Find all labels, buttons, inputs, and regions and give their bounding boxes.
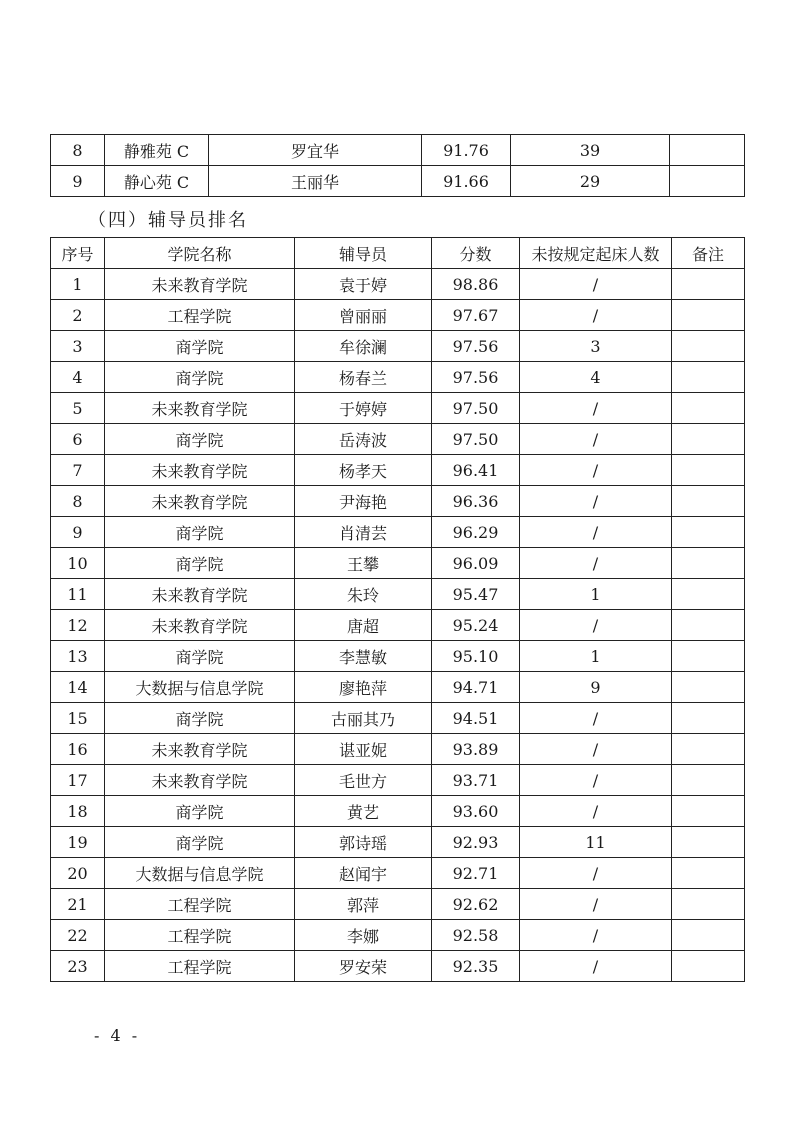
cell-index: 8 <box>51 135 105 166</box>
cell-note <box>672 889 745 920</box>
dormitory-ranking-table-continued <box>50 134 745 197</box>
cell-late-count: / <box>520 517 672 548</box>
table-row <box>51 703 745 734</box>
table-row <box>51 579 745 610</box>
cell-counselor: 罗安荣 <box>295 951 432 982</box>
cell-index: 2 <box>51 300 105 331</box>
cell-counselor: 谌亚妮 <box>295 734 432 765</box>
cell-late-count: / <box>520 734 672 765</box>
cell-index: 13 <box>51 641 105 672</box>
cell-counselor: 郭诗瑶 <box>295 827 432 858</box>
header-index: 序号 <box>51 238 105 269</box>
cell-note <box>672 548 745 579</box>
cell-counselor: 赵闻宇 <box>295 858 432 889</box>
cell-index: 7 <box>51 455 105 486</box>
cell-index: 19 <box>51 827 105 858</box>
cell-note <box>672 517 745 548</box>
cell-college: 未来教育学院 <box>105 610 295 641</box>
cell-college: 未来教育学院 <box>105 486 295 517</box>
cell-note <box>672 362 745 393</box>
section-heading: （四）辅导员排名 <box>88 210 248 231</box>
cell-note <box>672 703 745 734</box>
cell-counselor: 岳涛波 <box>295 424 432 455</box>
cell-note <box>670 166 745 197</box>
cell-dorm: 静雅苑 C <box>105 135 209 166</box>
cell-index: 16 <box>51 734 105 765</box>
cell-score: 96.41 <box>432 455 520 486</box>
table-row <box>51 641 745 672</box>
cell-college: 未来教育学院 <box>105 393 295 424</box>
table-row <box>51 827 745 858</box>
cell-note <box>672 393 745 424</box>
cell-college: 工程学院 <box>105 920 295 951</box>
header-counselor: 辅导员 <box>295 238 432 269</box>
cell-index: 9 <box>51 517 105 548</box>
cell-score: 92.62 <box>432 889 520 920</box>
cell-counselor: 郭萍 <box>295 889 432 920</box>
cell-score: 97.50 <box>432 424 520 455</box>
cell-counselor: 杨孝天 <box>295 455 432 486</box>
cell-college: 商学院 <box>105 517 295 548</box>
cell-late-count: 11 <box>520 827 672 858</box>
cell-college: 未来教育学院 <box>105 765 295 796</box>
cell-college: 未来教育学院 <box>105 455 295 486</box>
table-row <box>51 517 745 548</box>
cell-late-count: 1 <box>520 579 672 610</box>
cell-late-count: 9 <box>520 672 672 703</box>
cell-late-count: / <box>520 455 672 486</box>
header-late-count: 未按规定起床人数 <box>520 238 672 269</box>
cell-index: 20 <box>51 858 105 889</box>
cell-score: 96.36 <box>432 486 520 517</box>
cell-college: 商学院 <box>105 796 295 827</box>
cell-note <box>672 331 745 362</box>
table-row <box>51 951 745 982</box>
table-row <box>51 610 745 641</box>
cell-note <box>672 579 745 610</box>
cell-late-count: / <box>520 269 672 300</box>
cell-index: 23 <box>51 951 105 982</box>
cell-index: 4 <box>51 362 105 393</box>
cell-late-count: / <box>520 703 672 734</box>
table-row <box>51 734 745 765</box>
cell-score: 91.76 <box>422 135 511 166</box>
table-row <box>51 166 745 197</box>
cell-index: 18 <box>51 796 105 827</box>
cell-college: 商学院 <box>105 424 295 455</box>
cell-index: 9 <box>51 166 105 197</box>
cell-late-count: 1 <box>520 641 672 672</box>
cell-index: 5 <box>51 393 105 424</box>
cell-score: 96.09 <box>432 548 520 579</box>
cell-score: 92.35 <box>432 951 520 982</box>
cell-note <box>672 796 745 827</box>
counselor-ranking-table <box>50 237 745 982</box>
table-row <box>51 300 745 331</box>
cell-late-count: 3 <box>520 331 672 362</box>
cell-index: 21 <box>51 889 105 920</box>
cell-note <box>672 455 745 486</box>
cell-late-count: / <box>520 858 672 889</box>
table-row <box>51 135 745 166</box>
cell-counselor: 李慧敏 <box>295 641 432 672</box>
cell-counselor: 杨春兰 <box>295 362 432 393</box>
cell-note <box>672 765 745 796</box>
table-row <box>51 858 745 889</box>
cell-score: 94.71 <box>432 672 520 703</box>
cell-counselor: 王攀 <box>295 548 432 579</box>
table-row <box>51 393 745 424</box>
cell-late-count: / <box>520 765 672 796</box>
cell-counselor: 廖艳萍 <box>295 672 432 703</box>
cell-note <box>672 424 745 455</box>
table-row <box>51 796 745 827</box>
cell-note <box>672 641 745 672</box>
cell-college: 工程学院 <box>105 951 295 982</box>
cell-score: 92.58 <box>432 920 520 951</box>
cell-score: 92.93 <box>432 827 520 858</box>
cell-score: 94.51 <box>432 703 520 734</box>
table-row <box>51 920 745 951</box>
header-note: 备注 <box>672 238 745 269</box>
cell-college: 商学院 <box>105 362 295 393</box>
top-table-body <box>51 135 745 197</box>
cell-note <box>672 610 745 641</box>
cell-counselor: 肖清芸 <box>295 517 432 548</box>
cell-counselor: 朱玲 <box>295 579 432 610</box>
cell-late-count: / <box>520 951 672 982</box>
cell-college: 商学院 <box>105 703 295 734</box>
cell-score: 95.47 <box>432 579 520 610</box>
cell-note <box>672 300 745 331</box>
cell-count: 29 <box>511 166 670 197</box>
page-number: - 4 - <box>94 1026 141 1045</box>
cell-counselor: 毛世方 <box>295 765 432 796</box>
table-row <box>51 362 745 393</box>
cell-late-count: / <box>520 610 672 641</box>
table-row <box>51 672 745 703</box>
cell-index: 12 <box>51 610 105 641</box>
cell-counselor: 黄艺 <box>295 796 432 827</box>
cell-college: 商学院 <box>105 641 295 672</box>
cell-note <box>672 269 745 300</box>
cell-score: 91.66 <box>422 166 511 197</box>
table-row <box>51 486 745 517</box>
cell-college: 工程学院 <box>105 889 295 920</box>
table-row <box>51 424 745 455</box>
cell-index: 8 <box>51 486 105 517</box>
cell-counselor: 唐超 <box>295 610 432 641</box>
cell-score: 98.86 <box>432 269 520 300</box>
cell-college: 大数据与信息学院 <box>105 858 295 889</box>
cell-counselor: 尹海艳 <box>295 486 432 517</box>
cell-name: 王丽华 <box>209 166 422 197</box>
cell-note <box>672 734 745 765</box>
cell-note <box>672 486 745 517</box>
cell-note <box>672 827 745 858</box>
cell-note <box>672 672 745 703</box>
cell-note <box>672 858 745 889</box>
header-college: 学院名称 <box>105 238 295 269</box>
cell-score: 97.67 <box>432 300 520 331</box>
cell-score: 93.71 <box>432 765 520 796</box>
cell-score: 96.29 <box>432 517 520 548</box>
header-score: 分数 <box>432 238 520 269</box>
cell-name: 罗宜华 <box>209 135 422 166</box>
cell-index: 11 <box>51 579 105 610</box>
cell-college: 大数据与信息学院 <box>105 672 295 703</box>
cell-score: 97.50 <box>432 393 520 424</box>
cell-index: 10 <box>51 548 105 579</box>
cell-late-count: / <box>520 889 672 920</box>
cell-college: 商学院 <box>105 331 295 362</box>
cell-counselor: 古丽其乃 <box>295 703 432 734</box>
cell-index: 15 <box>51 703 105 734</box>
cell-late-count: / <box>520 424 672 455</box>
cell-late-count: / <box>520 796 672 827</box>
cell-college: 商学院 <box>105 827 295 858</box>
cell-college: 未来教育学院 <box>105 579 295 610</box>
table-row <box>51 765 745 796</box>
cell-index: 22 <box>51 920 105 951</box>
cell-college: 商学院 <box>105 548 295 579</box>
cell-late-count: / <box>520 548 672 579</box>
cell-index: 1 <box>51 269 105 300</box>
cell-score: 93.89 <box>432 734 520 765</box>
cell-counselor: 牟徐澜 <box>295 331 432 362</box>
cell-note <box>670 135 745 166</box>
cell-late-count: / <box>520 486 672 517</box>
cell-counselor: 曾丽丽 <box>295 300 432 331</box>
cell-late-count: 4 <box>520 362 672 393</box>
cell-late-count: / <box>520 393 672 424</box>
table-row <box>51 331 745 362</box>
cell-dorm: 静心苑 C <box>105 166 209 197</box>
cell-note <box>672 951 745 982</box>
cell-count: 39 <box>511 135 670 166</box>
cell-index: 17 <box>51 765 105 796</box>
table-row <box>51 889 745 920</box>
cell-counselor: 袁于婷 <box>295 269 432 300</box>
cell-counselor: 于婷婷 <box>295 393 432 424</box>
cell-late-count: / <box>520 920 672 951</box>
cell-college: 未来教育学院 <box>105 269 295 300</box>
table-row <box>51 548 745 579</box>
cell-index: 3 <box>51 331 105 362</box>
cell-score: 92.71 <box>432 858 520 889</box>
table-row <box>51 455 745 486</box>
cell-score: 97.56 <box>432 362 520 393</box>
ranking-table-body <box>51 269 745 982</box>
cell-score: 95.10 <box>432 641 520 672</box>
table-header-row <box>51 238 745 269</box>
cell-college: 工程学院 <box>105 300 295 331</box>
cell-note <box>672 920 745 951</box>
table-row <box>51 269 745 300</box>
cell-late-count: / <box>520 300 672 331</box>
cell-score: 93.60 <box>432 796 520 827</box>
cell-index: 14 <box>51 672 105 703</box>
cell-college: 未来教育学院 <box>105 734 295 765</box>
cell-score: 97.56 <box>432 331 520 362</box>
cell-index: 6 <box>51 424 105 455</box>
cell-counselor: 李娜 <box>295 920 432 951</box>
cell-score: 95.24 <box>432 610 520 641</box>
